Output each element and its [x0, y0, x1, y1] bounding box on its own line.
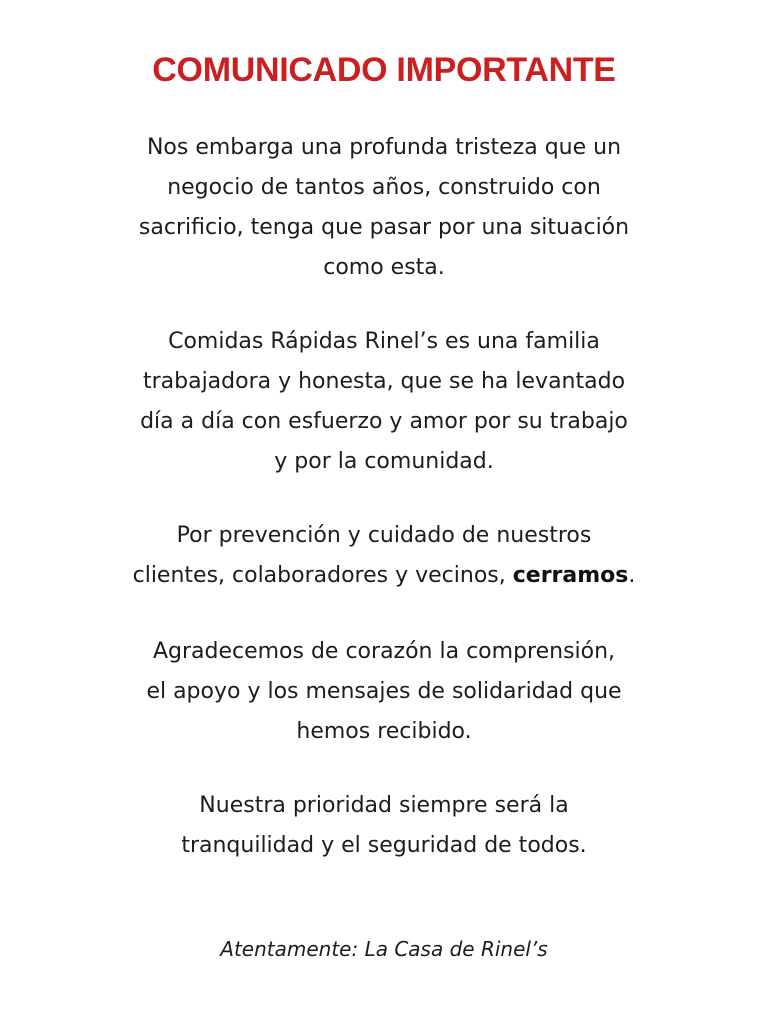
- paragraph-line: hemos recibido.: [296, 719, 472, 744]
- closure-line-text: clientes, colaboradores y vecinos,: [132, 563, 513, 588]
- paragraph-line: negocio de tantos años, construido con: [167, 175, 601, 200]
- paragraph-gratitude: [40, 632, 728, 752]
- paragraph-line: Por prevención y cuidado de nuestros: [176, 523, 592, 548]
- paragraph-line: Agradecemos de corazón la comprensión,: [152, 639, 616, 664]
- announcement-title: COMUNICADO IMPORTANTE: [152, 51, 616, 89]
- paragraph-line: tranquilidad y el seguridad de todos.: [181, 833, 587, 858]
- signature: Atentamente: La Casa de Rinel’s: [220, 937, 548, 961]
- paragraph-family: [40, 322, 728, 482]
- paragraph-line: [40, 556, 728, 596]
- closure-period: .: [628, 563, 636, 588]
- paragraph-line: y por la comunidad.: [274, 449, 494, 474]
- paragraph-line: Nos embarga una profunda tristeza que un: [146, 135, 622, 160]
- paragraph-line: Comidas Rápidas Rinel’s es una familia: [168, 329, 600, 354]
- paragraph-line: el apoyo y los mensajes de solidaridad que: [146, 679, 622, 704]
- paragraph-line: Nuestra prioridad siempre será la: [199, 793, 569, 818]
- paragraph-line: sacrificio, tenga que pasar por una situación: [138, 215, 630, 240]
- paragraph-line: día a día con esfuerzo y amor por su trabajo: [140, 409, 628, 434]
- paragraph-sorrow: [40, 128, 728, 288]
- paragraph-line: trabajadora y honesta, que se ha levantado: [142, 369, 626, 394]
- paragraph-line: como esta.: [323, 255, 445, 280]
- closure-emphasis: cerramos: [512, 563, 629, 588]
- paragraph-closure: [40, 516, 728, 596]
- paragraph-priority: [40, 786, 728, 866]
